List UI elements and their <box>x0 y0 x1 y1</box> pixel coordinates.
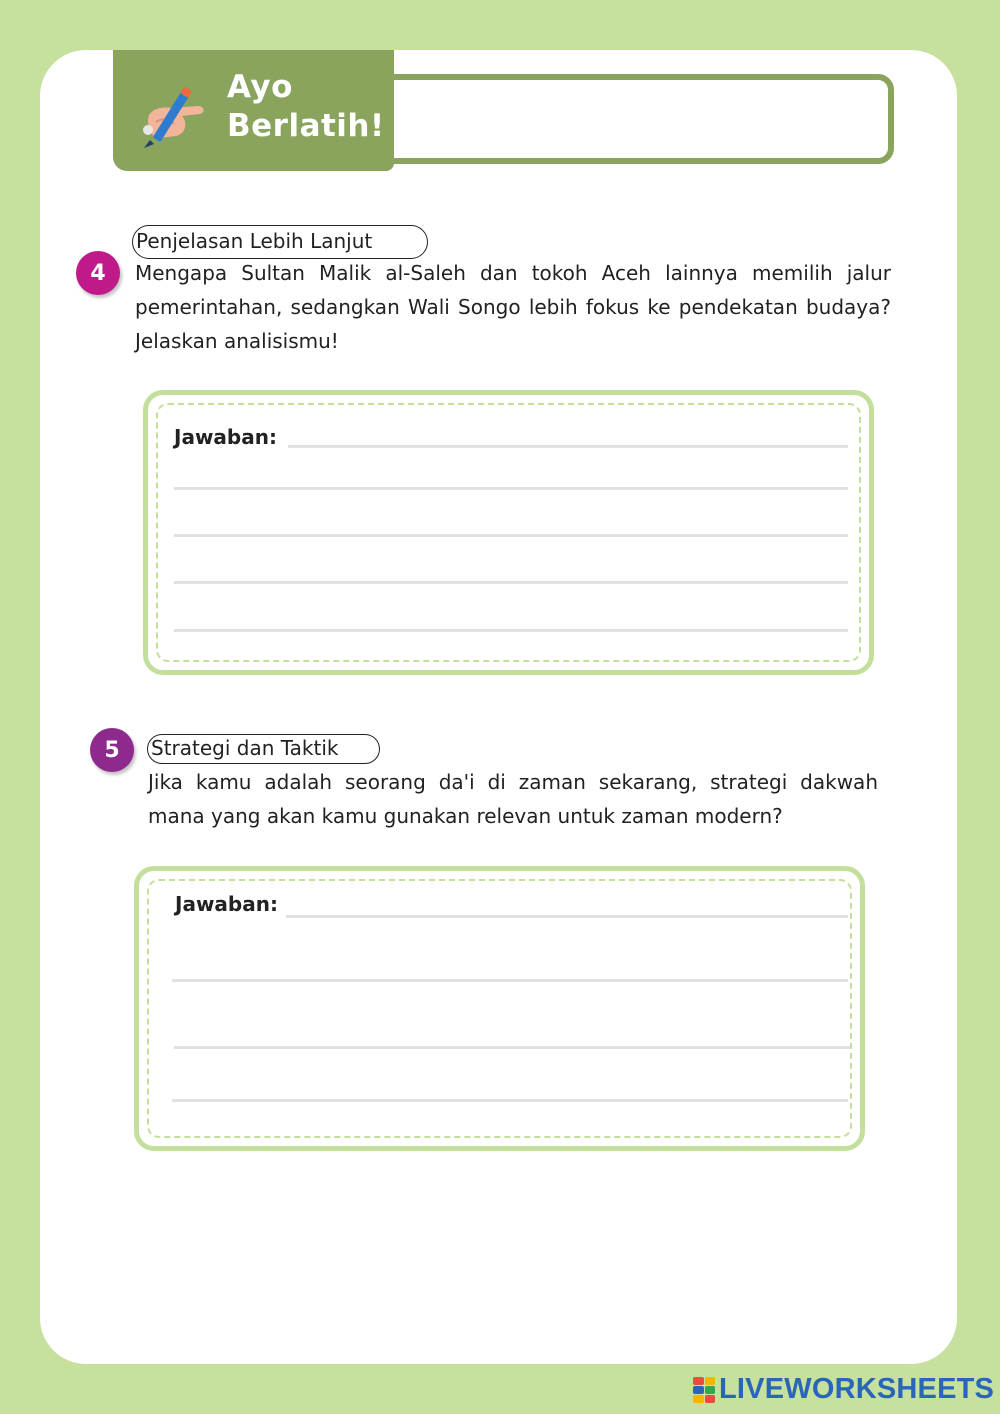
question-text: Jika kamu adalah seorang da'i di zaman sekarang, strategi dakwah mana yang akan kamu gunakan relevan untuk zaman modern? <box>148 770 878 828</box>
page-title-line2: Berlatih! <box>227 108 385 144</box>
answer-label: Jawaban: <box>174 425 277 449</box>
answer-line[interactable] <box>174 534 848 537</box>
footer-brand <box>693 1373 994 1406</box>
page-title <box>227 68 385 146</box>
brand-name: LIVEWORKSHEETS <box>719 1373 995 1405</box>
answer-line[interactable] <box>172 979 848 982</box>
page-title-line1: Ayo <box>227 69 293 105</box>
question-text: Mengapa Sultan Malik al-Saleh dan tokoh Aceh lainnya memilih jalur pemerintahan, sedangkan Wali Songo lebih fokus ke pendekatan budaya? Jelaskan analisismu! <box>135 261 891 353</box>
header-frame <box>356 74 894 164</box>
question-number-badge: 5 <box>90 728 134 772</box>
question-number-badge: 4 <box>76 251 120 295</box>
answer-box[interactable] <box>134 866 865 1151</box>
answer-line[interactable] <box>174 1046 850 1049</box>
answer-box[interactable] <box>143 390 874 675</box>
answer-line[interactable] <box>174 581 848 584</box>
answer-line[interactable] <box>286 915 848 918</box>
answer-line[interactable] <box>174 629 848 632</box>
answer-line[interactable] <box>172 1099 848 1102</box>
liveworksheets-logo-icon <box>693 1377 715 1403</box>
answer-line[interactable] <box>288 445 848 448</box>
question-title: Penjelasan Lebih Lanjut <box>132 225 428 259</box>
answer-line[interactable] <box>174 487 848 490</box>
answer-label: Jawaban: <box>175 892 278 916</box>
pencil-hand-icon <box>138 82 212 152</box>
question-title: Strategi dan Taktik <box>147 734 380 764</box>
